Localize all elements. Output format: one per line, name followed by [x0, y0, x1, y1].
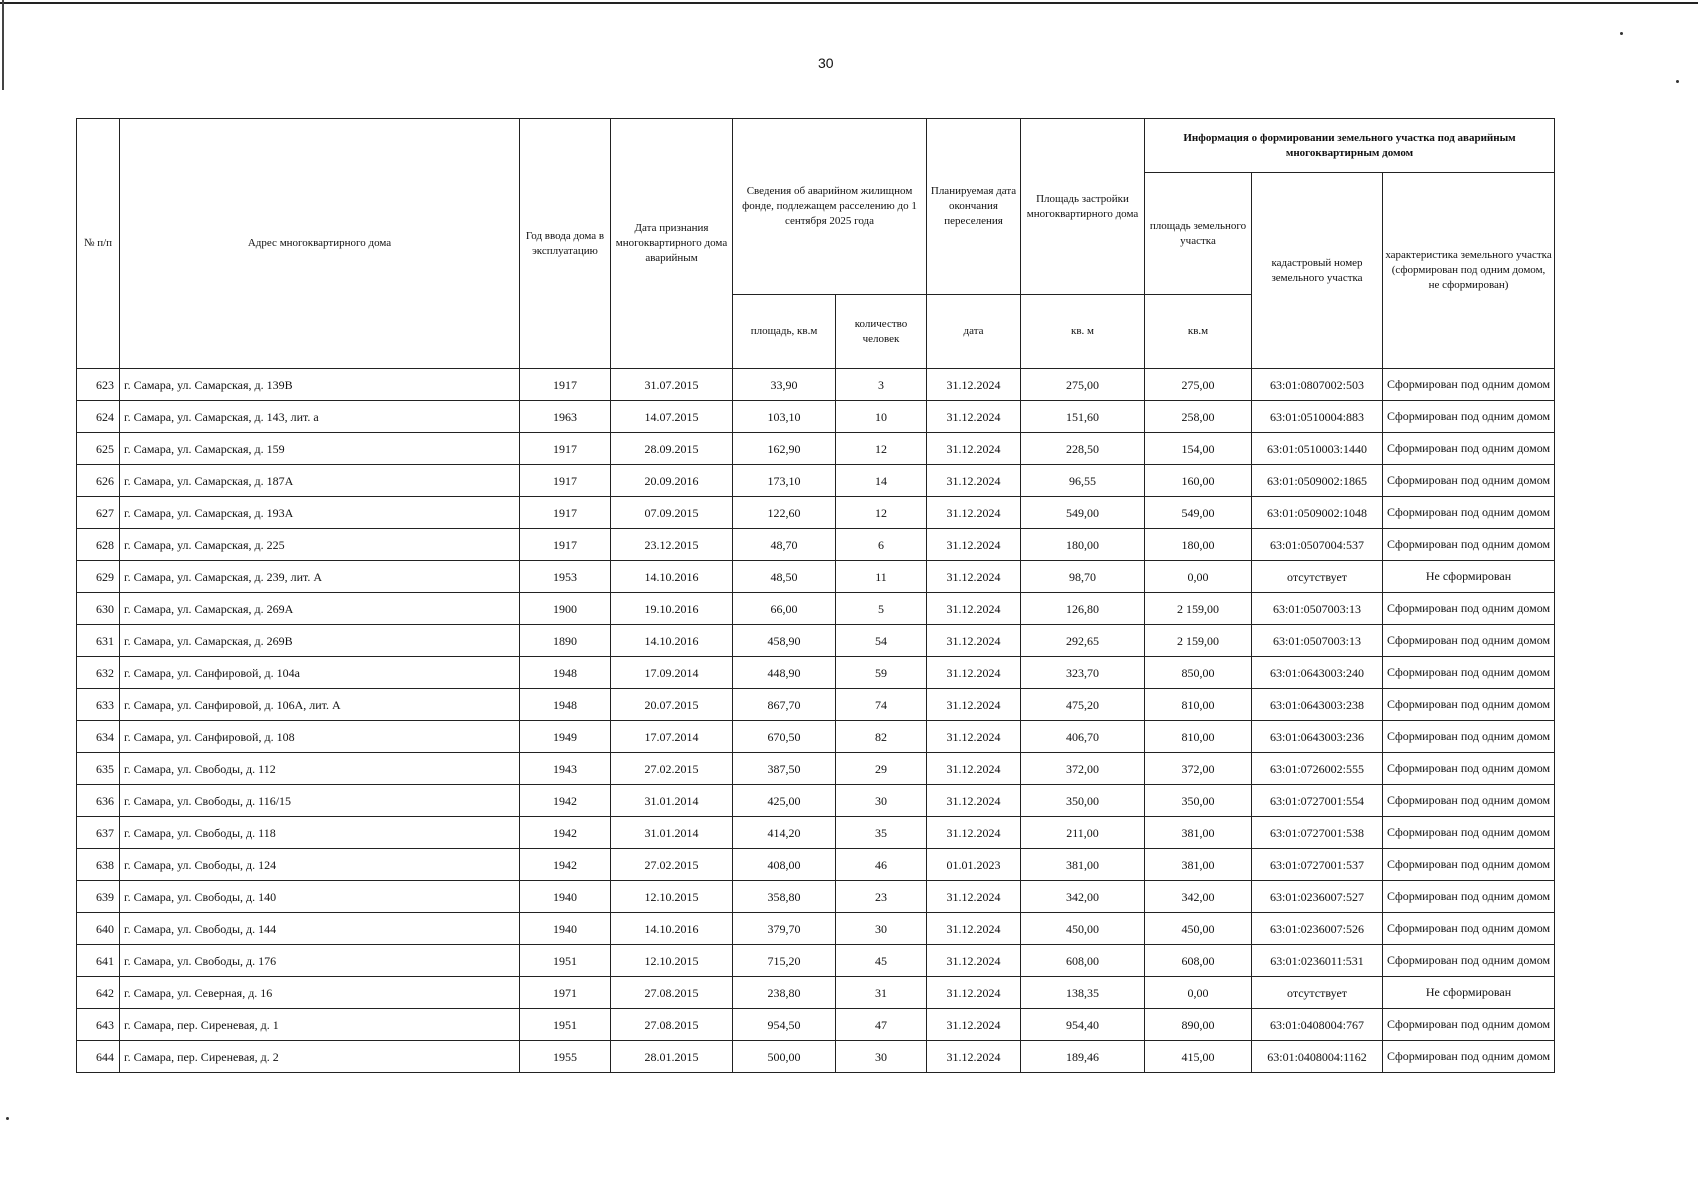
row-planned-date: 31.12.2024: [927, 689, 1021, 721]
row-recognition-date: 20.07.2015: [611, 689, 733, 721]
row-planned-date: 31.12.2024: [927, 1009, 1021, 1041]
row-fund-area: 448,90: [733, 657, 836, 689]
row-fund-area: 425,00: [733, 785, 836, 817]
row-characteristic: Сформирован под одним домом: [1383, 401, 1555, 433]
table-row: [77, 1041, 1555, 1073]
row-planned-date: 31.12.2024: [927, 753, 1021, 785]
row-number: 642: [77, 977, 120, 1009]
scan-speck: [1676, 80, 1679, 83]
row-fund-people: 74: [836, 689, 927, 721]
row-address: г. Самара, ул. Свободы, д. 124: [120, 849, 520, 881]
row-fund-people: 6: [836, 529, 927, 561]
row-address: г. Самара, ул. Самарская, д. 159: [120, 433, 520, 465]
row-characteristic: Сформирован под одним домом: [1383, 753, 1555, 785]
row-characteristic: Сформирован под одним домом: [1383, 529, 1555, 561]
row-characteristic: Не сформирован: [1383, 561, 1555, 593]
row-cadastral-number: 63:01:0236007:526: [1252, 913, 1383, 945]
row-planned-date: 31.12.2024: [927, 881, 1021, 913]
header-no: № п/п: [77, 119, 120, 369]
row-planned-date: 31.12.2024: [927, 433, 1021, 465]
row-cadastral-number: 63:01:0507003:13: [1252, 593, 1383, 625]
row-building-area: 151,60: [1021, 401, 1145, 433]
table-row: [77, 625, 1555, 657]
header-fund: Сведения об аварийном жилищном фонде, подлежащем расселению до 1 сентября 2025 года: [733, 119, 927, 295]
row-building-area: 126,80: [1021, 593, 1145, 625]
table-row: [77, 945, 1555, 977]
row-land-area: 450,00: [1145, 913, 1252, 945]
row-characteristic: Сформирован под одним домом: [1383, 497, 1555, 529]
row-characteristic: Сформирован под одним домом: [1383, 817, 1555, 849]
row-address: г. Самара, ул. Самарская, д. 193А: [120, 497, 520, 529]
row-cadastral-number: 63:01:0727001:537: [1252, 849, 1383, 881]
row-land-area: 342,00: [1145, 881, 1252, 913]
row-number: 626: [77, 465, 120, 497]
row-recognition-date: 14.10.2016: [611, 625, 733, 657]
row-fund-area: 122,60: [733, 497, 836, 529]
table-row: [77, 369, 1555, 401]
row-characteristic: Сформирован под одним домом: [1383, 721, 1555, 753]
row-planned-date: 31.12.2024: [927, 401, 1021, 433]
row-year: 1917: [520, 529, 611, 561]
row-cadastral-number: 63:01:0509002:1865: [1252, 465, 1383, 497]
row-fund-people: 3: [836, 369, 927, 401]
row-number: 631: [77, 625, 120, 657]
row-number: 638: [77, 849, 120, 881]
row-land-area: 890,00: [1145, 1009, 1252, 1041]
top-border-line: [0, 2, 1698, 4]
row-cadastral-number: 63:01:0236007:527: [1252, 881, 1383, 913]
row-building-area: 475,20: [1021, 689, 1145, 721]
row-building-area: 138,35: [1021, 977, 1145, 1009]
row-fund-area: 408,00: [733, 849, 836, 881]
row-recognition-date: 20.09.2016: [611, 465, 733, 497]
row-characteristic: Сформирован под одним домом: [1383, 945, 1555, 977]
row-fund-people: 30: [836, 785, 927, 817]
header-land-area-unit: кв.м: [1145, 295, 1252, 369]
row-land-area: 810,00: [1145, 721, 1252, 753]
row-recognition-date: 31.01.2014: [611, 817, 733, 849]
row-recognition-date: 19.10.2016: [611, 593, 733, 625]
row-building-area: 381,00: [1021, 849, 1145, 881]
row-address: г. Самара, ул. Самарская, д. 269В: [120, 625, 520, 657]
row-year: 1948: [520, 657, 611, 689]
row-cadastral-number: 63:01:0509002:1048: [1252, 497, 1383, 529]
row-building-area: 372,00: [1021, 753, 1145, 785]
row-cadastral-number: 63:01:0643003:240: [1252, 657, 1383, 689]
row-year: 1955: [520, 1041, 611, 1073]
row-land-area: 154,00: [1145, 433, 1252, 465]
row-fund-people: 59: [836, 657, 927, 689]
row-fund-people: 14: [836, 465, 927, 497]
row-cadastral-number: 63:01:0727001:538: [1252, 817, 1383, 849]
row-number: 628: [77, 529, 120, 561]
row-year: 1890: [520, 625, 611, 657]
row-land-area: 810,00: [1145, 689, 1252, 721]
row-building-area: 954,40: [1021, 1009, 1145, 1041]
row-number: 624: [77, 401, 120, 433]
row-characteristic: Сформирован под одним домом: [1383, 913, 1555, 945]
row-recognition-date: 23.12.2015: [611, 529, 733, 561]
row-number: 625: [77, 433, 120, 465]
row-fund-area: 379,70: [733, 913, 836, 945]
row-characteristic: Сформирован под одним домом: [1383, 689, 1555, 721]
row-fund-people: 30: [836, 1041, 927, 1073]
row-address: г. Самара, ул. Самарская, д. 139В: [120, 369, 520, 401]
row-building-area: 189,46: [1021, 1041, 1145, 1073]
row-planned-date: 31.12.2024: [927, 561, 1021, 593]
row-year: 1942: [520, 849, 611, 881]
row-characteristic: Сформирован под одним домом: [1383, 369, 1555, 401]
scan-speck: [1620, 32, 1623, 35]
row-building-area: 342,00: [1021, 881, 1145, 913]
row-characteristic: Сформирован под одним домом: [1383, 593, 1555, 625]
table-row: [77, 657, 1555, 689]
row-year: 1948: [520, 689, 611, 721]
row-address: г. Самара, пер. Сиреневая, д. 1: [120, 1009, 520, 1041]
row-fund-area: 954,50: [733, 1009, 836, 1041]
row-fund-people: 54: [836, 625, 927, 657]
row-address: г. Самара, ул. Самарская, д. 143, лит. а: [120, 401, 520, 433]
page-number: 30: [818, 55, 834, 71]
row-fund-area: 358,80: [733, 881, 836, 913]
header-fund-people: количество человек: [836, 295, 927, 369]
row-number: 634: [77, 721, 120, 753]
table-row: [77, 913, 1555, 945]
row-cadastral-number: отсутствует: [1252, 977, 1383, 1009]
row-land-area: 608,00: [1145, 945, 1252, 977]
row-characteristic: Сформирован под одним домом: [1383, 1009, 1555, 1041]
row-number: 629: [77, 561, 120, 593]
table-row: [77, 721, 1555, 753]
left-border-line: [2, 0, 4, 90]
row-planned-date: 31.12.2024: [927, 945, 1021, 977]
table-row: [77, 433, 1555, 465]
row-fund-area: 387,50: [733, 753, 836, 785]
row-year: 1917: [520, 465, 611, 497]
row-planned-date: 31.12.2024: [927, 785, 1021, 817]
table-row: [77, 881, 1555, 913]
row-address: г. Самара, ул. Самарская, д. 269А: [120, 593, 520, 625]
row-planned-date: 31.12.2024: [927, 977, 1021, 1009]
row-land-area: 415,00: [1145, 1041, 1252, 1073]
row-planned-date: 31.12.2024: [927, 721, 1021, 753]
row-fund-people: 10: [836, 401, 927, 433]
row-land-area: 350,00: [1145, 785, 1252, 817]
row-fund-people: 82: [836, 721, 927, 753]
row-fund-area: 238,80: [733, 977, 836, 1009]
row-year: 1943: [520, 753, 611, 785]
table-row: [77, 593, 1555, 625]
row-fund-area: 173,10: [733, 465, 836, 497]
row-address: г. Самара, ул. Самарская, д. 239, лит. А: [120, 561, 520, 593]
row-cadastral-number: 63:01:0507004:537: [1252, 529, 1383, 561]
row-cadastral-number: 63:01:0408004:1162: [1252, 1041, 1383, 1073]
row-recognition-date: 14.10.2016: [611, 561, 733, 593]
row-land-area: 275,00: [1145, 369, 1252, 401]
row-year: 1940: [520, 881, 611, 913]
row-fund-people: 23: [836, 881, 927, 913]
row-fund-people: 31: [836, 977, 927, 1009]
row-fund-people: 12: [836, 497, 927, 529]
row-fund-area: 48,70: [733, 529, 836, 561]
row-land-area: 372,00: [1145, 753, 1252, 785]
header-year: Год ввода дома в эксплуатацию: [520, 119, 611, 369]
row-recognition-date: 14.10.2016: [611, 913, 733, 945]
row-recognition-date: 17.07.2014: [611, 721, 733, 753]
row-fund-area: 33,90: [733, 369, 836, 401]
table-row: [77, 849, 1555, 881]
row-fund-area: 458,90: [733, 625, 836, 657]
row-building-area: 275,00: [1021, 369, 1145, 401]
row-year: 1900: [520, 593, 611, 625]
row-fund-area: 414,20: [733, 817, 836, 849]
row-number: 633: [77, 689, 120, 721]
row-fund-area: 48,50: [733, 561, 836, 593]
row-cadastral-number: 63:01:0510004:883: [1252, 401, 1383, 433]
row-year: 1917: [520, 433, 611, 465]
row-year: 1953: [520, 561, 611, 593]
row-year: 1917: [520, 497, 611, 529]
row-recognition-date: 14.07.2015: [611, 401, 733, 433]
row-recognition-date: 28.09.2015: [611, 433, 733, 465]
row-fund-area: 162,90: [733, 433, 836, 465]
row-planned-date: 31.12.2024: [927, 657, 1021, 689]
row-recognition-date: 27.08.2015: [611, 1009, 733, 1041]
row-fund-area: 500,00: [733, 1041, 836, 1073]
row-address: г. Самара, ул. Самарская, д. 187А: [120, 465, 520, 497]
row-year: 1940: [520, 913, 611, 945]
row-cadastral-number: отсутствует: [1252, 561, 1383, 593]
row-building-area: 180,00: [1021, 529, 1145, 561]
row-number: 627: [77, 497, 120, 529]
row-year: 1917: [520, 369, 611, 401]
table-row: [77, 753, 1555, 785]
row-year: 1949: [520, 721, 611, 753]
row-land-area: 381,00: [1145, 849, 1252, 881]
row-recognition-date: 07.09.2015: [611, 497, 733, 529]
header-characteristic: характеристика земельного участка (сформирован под одним домом, не сформирован): [1383, 173, 1555, 369]
table-row: [77, 401, 1555, 433]
row-fund-people: 47: [836, 1009, 927, 1041]
row-planned-date: 31.12.2024: [927, 913, 1021, 945]
row-fund-people: 29: [836, 753, 927, 785]
row-address: г. Самара, ул. Санфировой, д. 106А, лит. А: [120, 689, 520, 721]
row-planned-date: 31.12.2024: [927, 497, 1021, 529]
row-year: 1971: [520, 977, 611, 1009]
header-building-area-unit: кв. м: [1021, 295, 1145, 369]
row-land-area: 2 159,00: [1145, 625, 1252, 657]
row-cadastral-number: 63:01:0727001:554: [1252, 785, 1383, 817]
row-characteristic: Сформирован под одним домом: [1383, 849, 1555, 881]
row-address: г. Самара, ул. Свободы, д. 144: [120, 913, 520, 945]
row-characteristic: Не сформирован: [1383, 977, 1555, 1009]
row-building-area: 211,00: [1021, 817, 1145, 849]
row-cadastral-number: 63:01:0408004:767: [1252, 1009, 1383, 1041]
row-fund-people: 5: [836, 593, 927, 625]
row-address: г. Самара, ул. Свободы, д. 176: [120, 945, 520, 977]
row-recognition-date: 27.02.2015: [611, 753, 733, 785]
header-address: Адрес многоквартирного дома: [120, 119, 520, 369]
row-fund-people: 11: [836, 561, 927, 593]
table-row: [77, 785, 1555, 817]
table-row: [77, 465, 1555, 497]
table-row: [77, 529, 1555, 561]
row-recognition-date: 31.07.2015: [611, 369, 733, 401]
row-cadastral-number: 63:01:0726002:555: [1252, 753, 1383, 785]
row-address: г. Самара, ул. Санфировой, д. 108: [120, 721, 520, 753]
row-planned-date: 31.12.2024: [927, 1041, 1021, 1073]
row-planned-date: 01.01.2023: [927, 849, 1021, 881]
row-address: г. Самара, ул. Самарская, д. 225: [120, 529, 520, 561]
header-planned-date: Планируемая дата окончания переселения: [927, 119, 1021, 295]
row-characteristic: Сформирован под одним домом: [1383, 881, 1555, 913]
row-number: 635: [77, 753, 120, 785]
row-recognition-date: 12.10.2015: [611, 881, 733, 913]
row-number: 643: [77, 1009, 120, 1041]
row-number: 644: [77, 1041, 120, 1073]
header-land-info: Информация о формировании земельного участка под аварийным многоквартирным домом: [1145, 119, 1555, 173]
row-recognition-date: 27.08.2015: [611, 977, 733, 1009]
row-recognition-date: 28.01.2015: [611, 1041, 733, 1073]
row-building-area: 406,70: [1021, 721, 1145, 753]
row-number: 637: [77, 817, 120, 849]
row-address: г. Самара, ул. Свободы, д. 118: [120, 817, 520, 849]
row-number: 639: [77, 881, 120, 913]
table-row: [77, 497, 1555, 529]
row-year: 1942: [520, 817, 611, 849]
row-recognition-date: 17.09.2014: [611, 657, 733, 689]
header-recognition-date: Дата признания многоквартирного дома аварийным: [611, 119, 733, 369]
row-address: г. Самара, ул. Свободы, д. 112: [120, 753, 520, 785]
row-recognition-date: 31.01.2014: [611, 785, 733, 817]
row-building-area: 98,70: [1021, 561, 1145, 593]
table-row: [77, 689, 1555, 721]
row-number: 632: [77, 657, 120, 689]
row-year: 1951: [520, 945, 611, 977]
row-land-area: 180,00: [1145, 529, 1252, 561]
row-building-area: 292,65: [1021, 625, 1145, 657]
row-fund-area: 66,00: [733, 593, 836, 625]
header-building-area: Площадь застройки многоквартирного дома: [1021, 119, 1145, 295]
row-characteristic: Сформирован под одним домом: [1383, 657, 1555, 689]
row-building-area: 350,00: [1021, 785, 1145, 817]
row-fund-people: 12: [836, 433, 927, 465]
row-address: г. Самара, ул. Свободы, д. 116/15: [120, 785, 520, 817]
row-characteristic: Сформирован под одним домом: [1383, 433, 1555, 465]
row-building-area: 96,55: [1021, 465, 1145, 497]
row-number: 636: [77, 785, 120, 817]
row-land-area: 160,00: [1145, 465, 1252, 497]
scan-speck: [6, 1117, 9, 1120]
row-address: г. Самара, ул. Северная, д. 16: [120, 977, 520, 1009]
row-address: г. Самара, ул. Свободы, д. 140: [120, 881, 520, 913]
row-planned-date: 31.12.2024: [927, 369, 1021, 401]
row-characteristic: Сформирован под одним домом: [1383, 785, 1555, 817]
row-number: 641: [77, 945, 120, 977]
row-number: 623: [77, 369, 120, 401]
row-planned-date: 31.12.2024: [927, 593, 1021, 625]
table-row: [77, 561, 1555, 593]
row-number: 630: [77, 593, 120, 625]
row-number: 640: [77, 913, 120, 945]
row-planned-date: 31.12.2024: [927, 625, 1021, 657]
row-building-area: 228,50: [1021, 433, 1145, 465]
row-recognition-date: 27.02.2015: [611, 849, 733, 881]
row-land-area: 2 159,00: [1145, 593, 1252, 625]
row-fund-area: 670,50: [733, 721, 836, 753]
emergency-housing-table: [76, 118, 1555, 1073]
row-address: г. Самара, ул. Санфировой, д. 104а: [120, 657, 520, 689]
row-recognition-date: 12.10.2015: [611, 945, 733, 977]
row-year: 1942: [520, 785, 611, 817]
table-body: [77, 369, 1555, 1073]
row-characteristic: Сформирован под одним домом: [1383, 1041, 1555, 1073]
row-land-area: 549,00: [1145, 497, 1252, 529]
row-planned-date: 31.12.2024: [927, 529, 1021, 561]
row-land-area: 850,00: [1145, 657, 1252, 689]
row-cadastral-number: 63:01:0236011:531: [1252, 945, 1383, 977]
row-year: 1951: [520, 1009, 611, 1041]
row-cadastral-number: 63:01:0643003:238: [1252, 689, 1383, 721]
table-row: [77, 817, 1555, 849]
row-building-area: 549,00: [1021, 497, 1145, 529]
header-cadastral: кадастровый номер земельного участка: [1252, 173, 1383, 369]
row-cadastral-number: 63:01:0807002:503: [1252, 369, 1383, 401]
row-characteristic: Сформирован под одним домом: [1383, 625, 1555, 657]
row-fund-area: 867,70: [733, 689, 836, 721]
row-fund-people: 45: [836, 945, 927, 977]
row-cadastral-number: 63:01:0510003:1440: [1252, 433, 1383, 465]
row-building-area: 608,00: [1021, 945, 1145, 977]
row-fund-area: 103,10: [733, 401, 836, 433]
row-land-area: 0,00: [1145, 561, 1252, 593]
row-year: 1963: [520, 401, 611, 433]
row-land-area: 381,00: [1145, 817, 1252, 849]
row-building-area: 323,70: [1021, 657, 1145, 689]
table-row: [77, 977, 1555, 1009]
row-characteristic: Сформирован под одним домом: [1383, 465, 1555, 497]
row-fund-people: 35: [836, 817, 927, 849]
header-date-unit: дата: [927, 295, 1021, 369]
row-land-area: 0,00: [1145, 977, 1252, 1009]
row-land-area: 258,00: [1145, 401, 1252, 433]
row-planned-date: 31.12.2024: [927, 465, 1021, 497]
table-row: [77, 1009, 1555, 1041]
row-cadastral-number: 63:01:0507003:13: [1252, 625, 1383, 657]
row-building-area: 450,00: [1021, 913, 1145, 945]
row-address: г. Самара, пер. Сиреневая, д. 2: [120, 1041, 520, 1073]
row-fund-people: 46: [836, 849, 927, 881]
header-fund-area: площадь, кв.м: [733, 295, 836, 369]
row-fund-area: 715,20: [733, 945, 836, 977]
header-land-area: площадь земельного участка: [1145, 173, 1252, 295]
row-fund-people: 30: [836, 913, 927, 945]
row-cadastral-number: 63:01:0643003:236: [1252, 721, 1383, 753]
row-planned-date: 31.12.2024: [927, 817, 1021, 849]
